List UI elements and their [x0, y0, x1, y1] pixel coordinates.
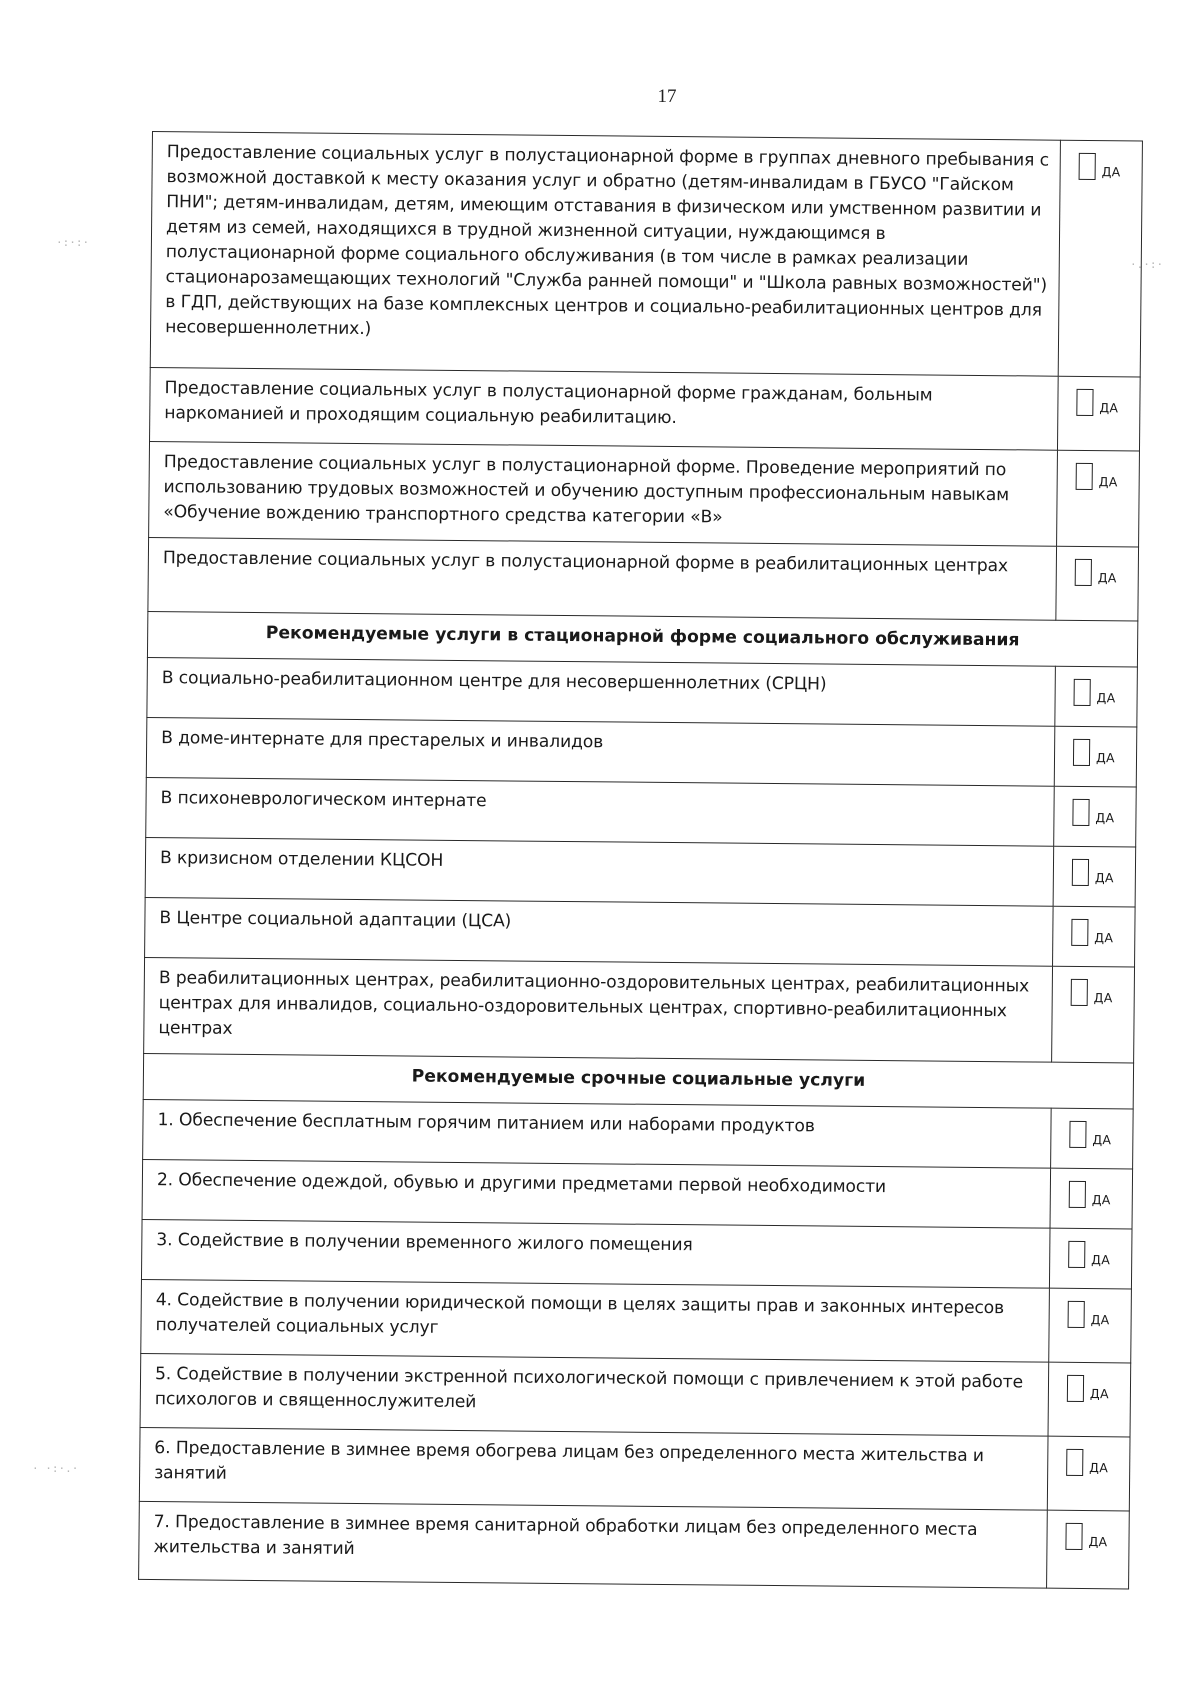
checkbox-cell: [1053, 846, 1136, 907]
yes-checkbox[interactable]: [1072, 799, 1114, 826]
service-description: Предоставление социальных услуг в полустационарной форме в реабилитационных центрах: [148, 537, 1057, 620]
checkbox-box[interactable]: [1068, 1241, 1085, 1268]
service-description: 5. Содействие в получении экстренной психологической помощи с привлечением к этой работе психологов и священнослужителей: [140, 1353, 1049, 1436]
yes-checkbox[interactable]: [1076, 389, 1118, 416]
checkbox-box[interactable]: [1069, 1121, 1086, 1148]
checkbox-cell: [1048, 1362, 1131, 1437]
yes-checkbox[interactable]: [1069, 1121, 1111, 1148]
yes-checkbox[interactable]: [1075, 559, 1117, 586]
checkbox-label: ДА: [1093, 990, 1113, 1006]
checkbox-cell: [1051, 1108, 1134, 1169]
checkbox-label: ДА: [1098, 474, 1118, 490]
service-description: В кризисном отделении КЦСОН: [145, 837, 1054, 906]
checkbox-cell: [1049, 1288, 1132, 1363]
service-description: В доме-интернате для престарелых и инвалидов: [146, 717, 1055, 786]
checkbox-label: ДА: [1097, 570, 1117, 586]
table-row: [148, 537, 1139, 620]
checkbox-cell: [1052, 966, 1135, 1063]
checkbox-cell: [1055, 666, 1138, 727]
table-row: [141, 1279, 1132, 1362]
checkbox-cell: [1057, 450, 1140, 547]
yes-checkbox[interactable]: [1067, 1375, 1109, 1402]
page-number: 17: [657, 86, 677, 107]
table-row: [150, 132, 1142, 377]
service-description: В социально-реабилитационном центре для несовершеннолетних (СРЦН): [147, 657, 1056, 726]
service-description: 1. Обеспечение бесплатным горячим питанием или наборами продуктов: [143, 1099, 1052, 1168]
checkbox-cell: [1054, 726, 1137, 787]
yes-checkbox[interactable]: [1073, 739, 1115, 766]
table-row: [142, 1159, 1133, 1229]
checkbox-box[interactable]: [1068, 1301, 1085, 1328]
service-description: 4. Содействие в получении юридической помощи в целях защиты прав и законных интересов получателей социальных услуг: [141, 1279, 1050, 1362]
table-row: [140, 1353, 1131, 1436]
checkbox-cell: [1047, 1510, 1130, 1589]
checkbox-box[interactable]: [1075, 559, 1092, 586]
yes-checkbox[interactable]: [1074, 679, 1116, 706]
service-description: В Центре социальной адаптации (ЦСА): [145, 897, 1054, 966]
table-row: [145, 837, 1136, 907]
section-header: Рекомендуемые срочные социальные услуги: [143, 1053, 1133, 1109]
table-row: [139, 1427, 1130, 1510]
checkbox-label: ДА: [1088, 1534, 1108, 1550]
checkbox-cell: [1050, 1168, 1133, 1229]
checkbox-box[interactable]: [1073, 739, 1090, 766]
yes-checkbox[interactable]: [1068, 1241, 1110, 1268]
checkbox-label: ДА: [1092, 1132, 1112, 1148]
service-description: Предоставление социальных услуг в полустационарной форме в группах дневного пребывания с возможной доставкой к месту оказания услуг и обратно (детям-инвалидам в ГБУСО "Гайском ПНИ"; детям-инвалидам, детям, имеющим отставания в физическом или умственном развитии и детям из семей, находящихся в трудной жизненной ситуации, нуждающимся в полустационарной форме социального обслуживания (в том числе в рамках реализации стационарозамещающих технологий "Служба ранней помощи" и "Школа равных возможностей") в ГДП, действующих на базе комплексных центров и социально-реабилитационных центров для несовершеннолетних.): [150, 132, 1060, 377]
checkbox-cell: [1049, 1228, 1132, 1289]
checkbox-label: ДА: [1101, 164, 1121, 180]
yes-checkbox[interactable]: [1072, 859, 1114, 886]
service-description: В психоневрологическом интернате: [146, 777, 1055, 846]
checkbox-box[interactable]: [1066, 1449, 1083, 1476]
table-row: [146, 777, 1137, 847]
checkbox-label: ДА: [1094, 930, 1114, 946]
yes-checkbox[interactable]: [1076, 463, 1118, 490]
checkbox-label: ДА: [1096, 690, 1116, 706]
scan-noise: · ·:·.·: [32, 1462, 79, 1475]
checkbox-cell: [1056, 546, 1139, 621]
table-row: [146, 717, 1137, 787]
services-form-table: [138, 131, 1143, 1589]
checkbox-label: ДА: [1089, 1460, 1109, 1476]
section-header: Рекомендуемые услуги в стационарной форме социального обслуживания: [147, 611, 1137, 667]
checkbox-box[interactable]: [1071, 919, 1088, 946]
checkbox-label: ДА: [1094, 870, 1114, 886]
checkbox-cell: [1057, 376, 1140, 451]
checkbox-label: ДА: [1095, 750, 1116, 766]
yes-checkbox[interactable]: [1071, 919, 1113, 946]
service-description: Предоставление социальных услуг в полустационарной форме гражданам, больным наркоманией и проходящим социальную реабилитацию.: [150, 367, 1059, 450]
service-description: 2. Обеспечение одеждой, обувью и другими предметами первой необходимости: [142, 1159, 1051, 1228]
checkbox-label: ДА: [1090, 1312, 1110, 1328]
checkbox-label: ДА: [1095, 810, 1115, 826]
checkbox-label: ДА: [1089, 1386, 1109, 1402]
table-row: [150, 367, 1141, 450]
checkbox-box[interactable]: [1076, 463, 1093, 490]
service-description: 7. Предоставление в зимнее время санитарной обработки лицам без определенного места жительства и занятий: [139, 1501, 1048, 1588]
service-description: В реабилитационных центрах, реабилитационно-оздоровительных центрах, реабилитационных центрах для инвалидов, социально-оздоровительных центрах, спортивно-реабилитационных центрах: [144, 957, 1053, 1062]
checkbox-box[interactable]: [1069, 1181, 1086, 1208]
service-description: 3. Содействие в получении временного жилого помещения: [141, 1219, 1050, 1288]
table-row: [143, 1099, 1134, 1169]
table-row: [139, 1501, 1130, 1588]
table-row: [149, 441, 1140, 546]
checkbox-box[interactable]: [1079, 153, 1096, 180]
table-row: [145, 897, 1136, 967]
checkbox-box[interactable]: [1072, 859, 1089, 886]
checkbox-box[interactable]: [1067, 1375, 1084, 1402]
yes-checkbox[interactable]: [1079, 153, 1121, 180]
checkbox-box[interactable]: [1065, 1523, 1082, 1550]
checkbox-box[interactable]: [1071, 979, 1088, 1006]
checkbox-cell: [1047, 1436, 1130, 1511]
yes-checkbox[interactable]: [1068, 1301, 1110, 1328]
scan-noise: ·.·:·: [1130, 258, 1164, 271]
checkbox-cell: [1054, 786, 1137, 847]
yes-checkbox[interactable]: [1065, 1523, 1107, 1550]
service-description: 6. Предоставление в зимнее время обогрева лицам без определенного места жительства и занятий: [139, 1427, 1048, 1510]
checkbox-box[interactable]: [1072, 799, 1089, 826]
yes-checkbox[interactable]: [1066, 1449, 1108, 1476]
checkbox-label: ДА: [1099, 400, 1119, 416]
checkbox-box[interactable]: [1076, 389, 1093, 416]
checkbox-label: ДА: [1091, 1192, 1111, 1208]
table-row: [147, 657, 1138, 727]
table-row: [144, 957, 1135, 1062]
service-description: Предоставление социальных услуг в полустационарной форме. Проведение мероприятий по использованию трудовых возможностей и обучению доступным профессиональным навыкам «Обучение вождению транспортного средства категории «В»: [149, 441, 1058, 546]
checkbox-cell: [1058, 140, 1142, 377]
table-row: [141, 1219, 1132, 1289]
checkbox-label: ДА: [1091, 1252, 1111, 1268]
checkbox-box[interactable]: [1074, 679, 1091, 706]
checkbox-cell: [1053, 906, 1136, 967]
yes-checkbox[interactable]: [1071, 979, 1113, 1006]
yes-checkbox[interactable]: [1069, 1181, 1111, 1208]
scan-noise: ·:·:·: [56, 236, 90, 249]
